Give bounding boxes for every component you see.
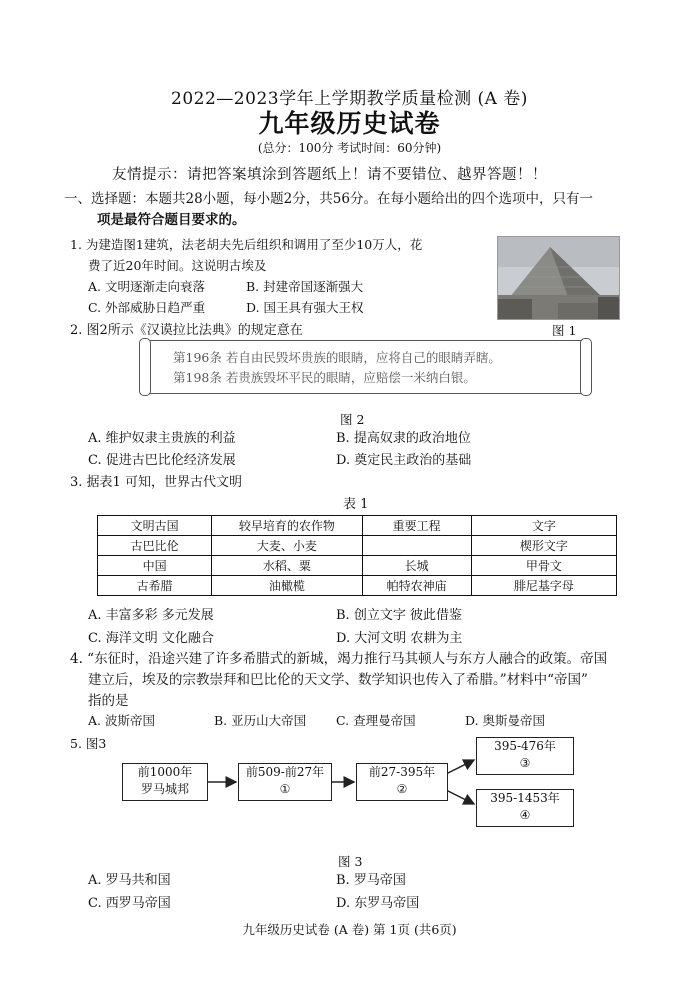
law-article-198: 第198条 若贵族毁坏平民的眼睛，应赔偿一米纳白银。 bbox=[173, 370, 476, 385]
q1-option-a: A. 文明逐渐走向衰落 bbox=[88, 279, 205, 294]
q3-option-b: B. 创立文字 彼此借鉴 bbox=[336, 608, 462, 623]
box1-label: 罗马城邦 bbox=[140, 782, 189, 796]
figure2-label: 图 2 bbox=[340, 412, 365, 427]
box4-label: ③ bbox=[519, 756, 531, 770]
exam-title-line1: 2022—2023学年上学期教学质量检测 (A 卷) bbox=[171, 89, 528, 109]
table-cell: 大麦、小麦 bbox=[212, 536, 363, 556]
q3-option-d: D. 大河文明 农耕为主 bbox=[336, 631, 463, 646]
q1-option-b: B. 封建帝国逐渐强大 bbox=[246, 279, 364, 294]
box5-date: 395-1453年 bbox=[490, 791, 560, 805]
q2-option-b: B. 提高奴隶的政治地位 bbox=[336, 431, 471, 446]
table-cell: 油橄榄 bbox=[212, 576, 363, 596]
table-cell: 甲骨文 bbox=[471, 556, 616, 576]
box5-label: ④ bbox=[519, 808, 531, 822]
section1-instructions-line2: 项是最符合题目要求的。 bbox=[97, 212, 246, 228]
q4-option-b: B. 亚历山大帝国 bbox=[214, 713, 307, 728]
box1-date: 前1000年 bbox=[137, 765, 193, 779]
table-cell: 长城 bbox=[362, 556, 471, 576]
timeline-box-2 bbox=[356, 763, 448, 801]
table1-title: 表 1 bbox=[343, 497, 369, 512]
figure3-label: 图 3 bbox=[338, 854, 363, 869]
table-cell: 楔形文字 bbox=[471, 536, 616, 556]
table-cell: 古巴比伦 bbox=[98, 536, 212, 556]
q2-stem: 2. 图2所示《汉谟拉比法典》的规定意在 bbox=[70, 323, 303, 338]
q5-option-c: C. 西罗马帝国 bbox=[88, 896, 171, 911]
q5-option-b: B. 罗马帝国 bbox=[336, 873, 406, 888]
q3-stem: 3. 据表1 可知，世界古代文明 bbox=[70, 475, 242, 490]
q3-option-a: A. 丰富多彩 多元发展 bbox=[88, 608, 214, 623]
q1-option-d: D. 国王具有强大王权 bbox=[246, 300, 364, 315]
q4-option-c: C. 查理曼帝国 bbox=[336, 713, 416, 728]
q5-stem: 5. 图3 bbox=[70, 736, 107, 751]
box4-date: 395-476年 bbox=[494, 739, 556, 753]
exam-title-line2: 九年级历史试卷 bbox=[258, 109, 441, 138]
friendly-tip: 友情提示：请把答案填涂到答题纸上！请不要错位、越界答题！！ bbox=[112, 167, 547, 183]
table-header-cell: 重要工程 bbox=[362, 516, 471, 536]
page-footer: 九年级历史试卷 (A 卷) 第 1页 (共6页) bbox=[242, 922, 457, 937]
table-header-cell: 文字 bbox=[471, 516, 616, 536]
timeline-box-rome-city-state bbox=[122, 763, 208, 801]
law-article-196: 第196条 若自由民毁坏贵族的眼睛，应将自己的眼睛弄瞎。 bbox=[173, 350, 501, 365]
timeline-box-1 bbox=[238, 763, 332, 801]
q4-stem-line2: 建立后，埃及的宗教崇拜和巴比伦的天文学、数学知识也传入了希腊。”材料中“帝国” bbox=[88, 672, 588, 688]
table-cell: 中国 bbox=[98, 556, 212, 576]
table-header-cell: 较早培育的农作物 bbox=[212, 516, 363, 536]
q4-option-a: A. 波斯帝国 bbox=[88, 713, 155, 728]
q4-stem-line1: 4. “东征时，沿途兴建了许多希腊式的新城，竭力推行马其顿人与东方人融合的政策。帝国 bbox=[70, 651, 608, 667]
table-header-cell: 文明古国 bbox=[98, 516, 212, 536]
q1-stem-line2: 费了近20年时间。这说明古埃及 bbox=[88, 258, 267, 273]
box3-date: 前27-395年 bbox=[368, 765, 436, 779]
q3-option-c: C. 海洋文明 文化融合 bbox=[88, 631, 214, 646]
table-cell: 帕特农神庙 bbox=[362, 576, 471, 596]
box2-label: ① bbox=[279, 782, 291, 796]
timeline-box-3 bbox=[476, 737, 574, 775]
q5-option-a: A. 罗马共和国 bbox=[88, 873, 171, 888]
q4-option-d: D. 奥斯曼帝国 bbox=[465, 713, 546, 728]
score-time-info: (总分：100分 考试时间：60分钟) bbox=[257, 141, 442, 155]
q5-option-d: D. 东罗马帝国 bbox=[336, 896, 420, 911]
figure1-label: 图 1 bbox=[552, 323, 577, 338]
table-cell: 腓尼基字母 bbox=[471, 576, 616, 596]
timeline-box-4 bbox=[476, 789, 574, 827]
q2-option-d: D. 奠定民主政治的基础 bbox=[336, 453, 472, 468]
q2-option-a: A. 维护奴隶主贵族的利益 bbox=[88, 431, 236, 446]
box2-date: 前509-前27年 bbox=[245, 765, 325, 779]
q1-option-c: C. 外部威胁日趋严重 bbox=[88, 300, 206, 315]
table-cell: 古希腊 bbox=[98, 576, 212, 596]
q2-option-c: C. 促进古巴比伦经济发展 bbox=[88, 453, 236, 468]
section1-instructions-line1: 一、选择题：本题共28小题，每小题2分，共56分。在每小题给出的四个选项中，只有一 bbox=[64, 191, 593, 207]
box3-label: ② bbox=[396, 782, 408, 796]
q1-stem-line1: 1. 为建造图1建筑，法老胡夫先后组织和调用了至少10万人，花 bbox=[70, 237, 423, 252]
q4-stem-line3: 指的是 bbox=[88, 693, 129, 709]
table-cell: 水稻、粟 bbox=[212, 556, 363, 576]
